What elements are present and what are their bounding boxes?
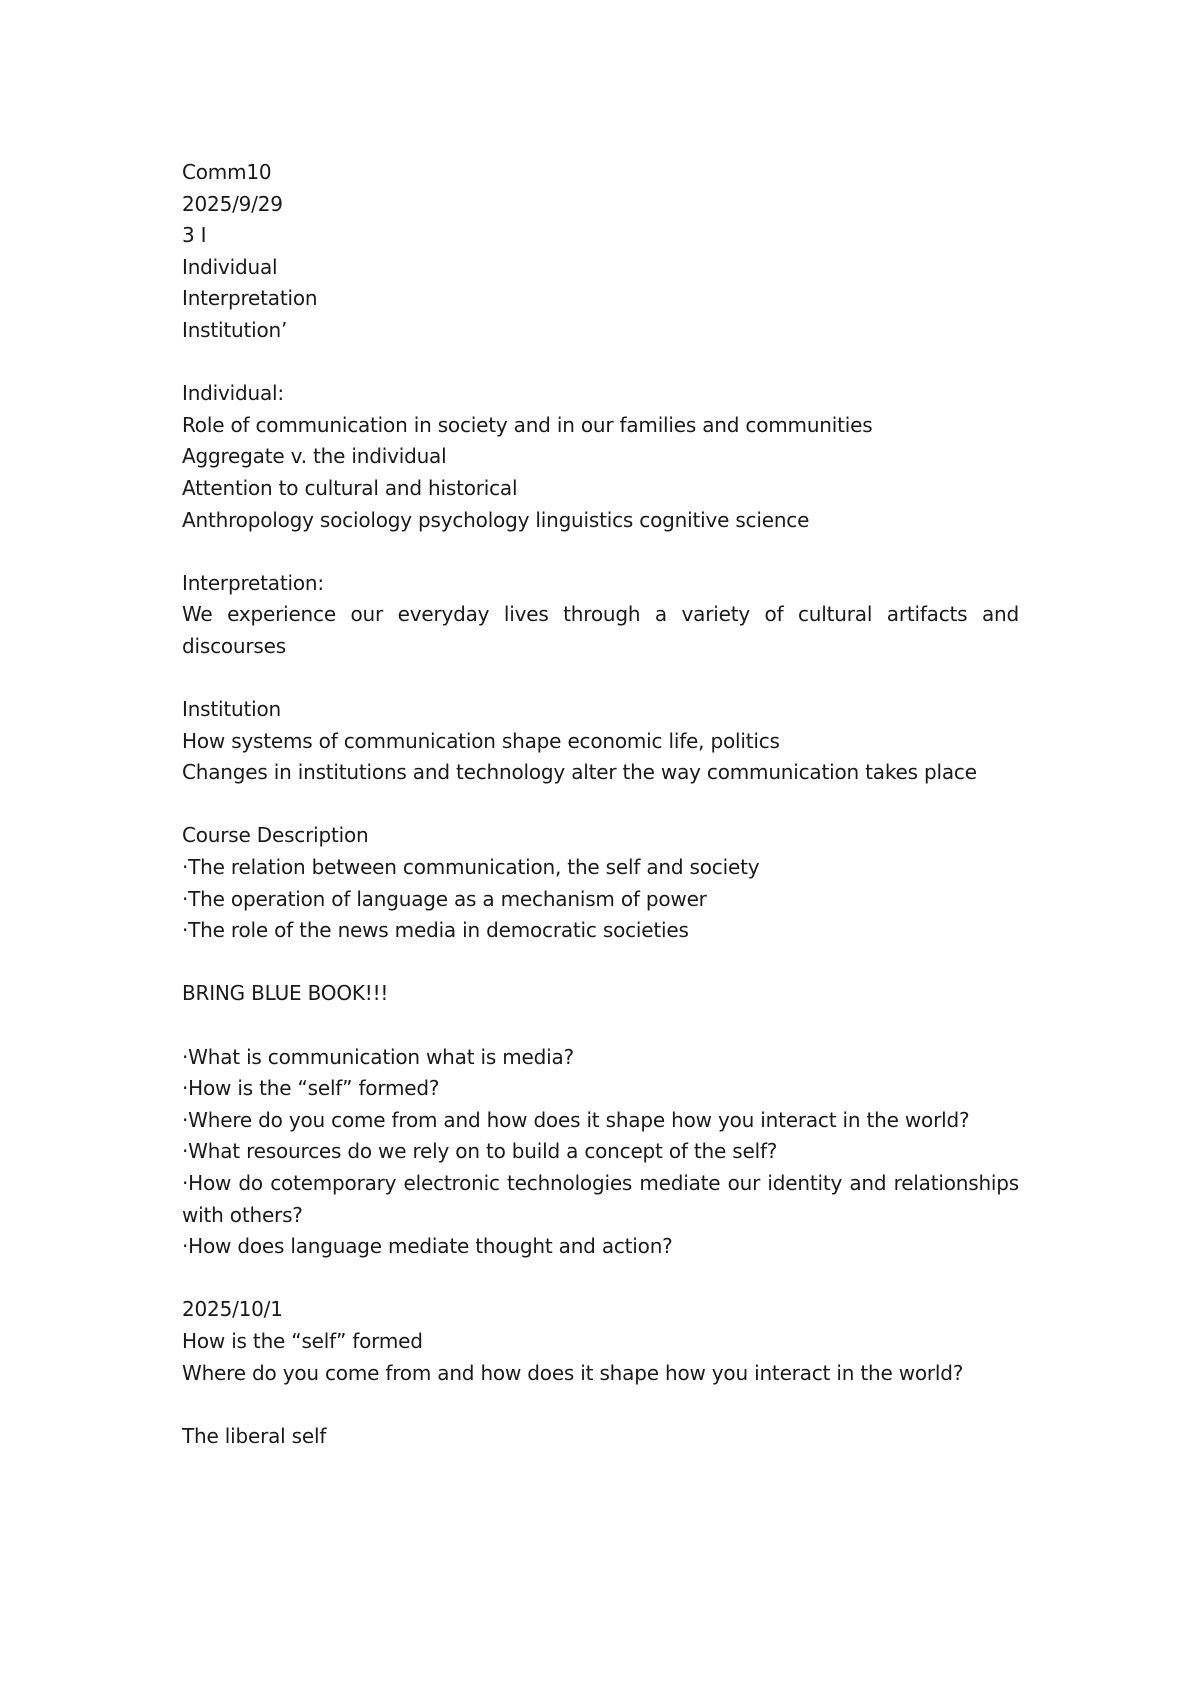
- question-item: ·How do cotemporary electronic technologies mediate our identity and relationships with others?: [182, 1171, 1019, 1227]
- blank-line: [182, 1389, 1019, 1421]
- note-line: Anthropology sociology psychology linguistics cognitive science: [182, 507, 810, 532]
- bullet-item: ·The role of the news media in democratic societies: [182, 918, 689, 943]
- section-heading-interpretation: Interpretation:: [182, 570, 324, 595]
- i-term: Institution’: [182, 317, 288, 342]
- section-heading-individual: Individual:: [182, 381, 284, 406]
- date-heading: 2025/9/29: [182, 191, 283, 216]
- blank-line: [182, 663, 1019, 695]
- note-line: Aggregate v. the individual: [182, 444, 447, 469]
- blank-line: [182, 1010, 1019, 1042]
- note-line: Attention to cultural and historical: [182, 475, 518, 500]
- question-item: ·How does language mediate thought and action?: [182, 1234, 673, 1259]
- question-item: ·What resources do we rely on to build a concept of the self?: [182, 1139, 778, 1164]
- note-paragraph: Where do you come from and how does it shape how you interact in the world?: [182, 1360, 964, 1385]
- blank-line: [182, 347, 1019, 379]
- note-line: How is the “self” formed: [182, 1328, 423, 1353]
- note-line: How systems of communication shape economic life, politics: [182, 728, 780, 753]
- blank-line: [182, 947, 1019, 979]
- course-title: Comm10: [182, 160, 272, 184]
- question-item: ·Where do you come from and how does it shape how you interact in the world?: [182, 1107, 970, 1132]
- document-page: [182, 157, 1019, 1452]
- question-item: ·What is communication what is media?: [182, 1044, 574, 1069]
- three-i-label: 3 I: [182, 223, 207, 248]
- section-heading-course-description: Course Description: [182, 823, 369, 848]
- blank-line: [182, 536, 1019, 568]
- i-term: Interpretation: [182, 286, 318, 311]
- bullet-item: ·The relation between communication, the self and society: [182, 855, 760, 880]
- blank-line: [182, 789, 1019, 821]
- bullet-item: ·The operation of language as a mechanism of power: [182, 886, 707, 911]
- blank-line: [182, 1263, 1019, 1295]
- question-item: ·How is the “self” formed?: [182, 1076, 440, 1101]
- i-term: Individual: [182, 254, 278, 279]
- reminder-note: BRING BLUE BOOK!!!: [182, 981, 389, 1006]
- note-paragraph: We experience our everyday lives through a variety of cultural artifacts and discourses: [182, 602, 1019, 658]
- date-heading: 2025/10/1: [182, 1297, 283, 1322]
- note-line: Role of communication in society and in our families and communities: [182, 412, 873, 437]
- note-paragraph: Changes in institutions and technology alter the way communication takes place: [182, 760, 977, 785]
- section-heading-institution: Institution: [182, 697, 282, 722]
- topic-heading: The liberal self: [182, 1423, 327, 1448]
